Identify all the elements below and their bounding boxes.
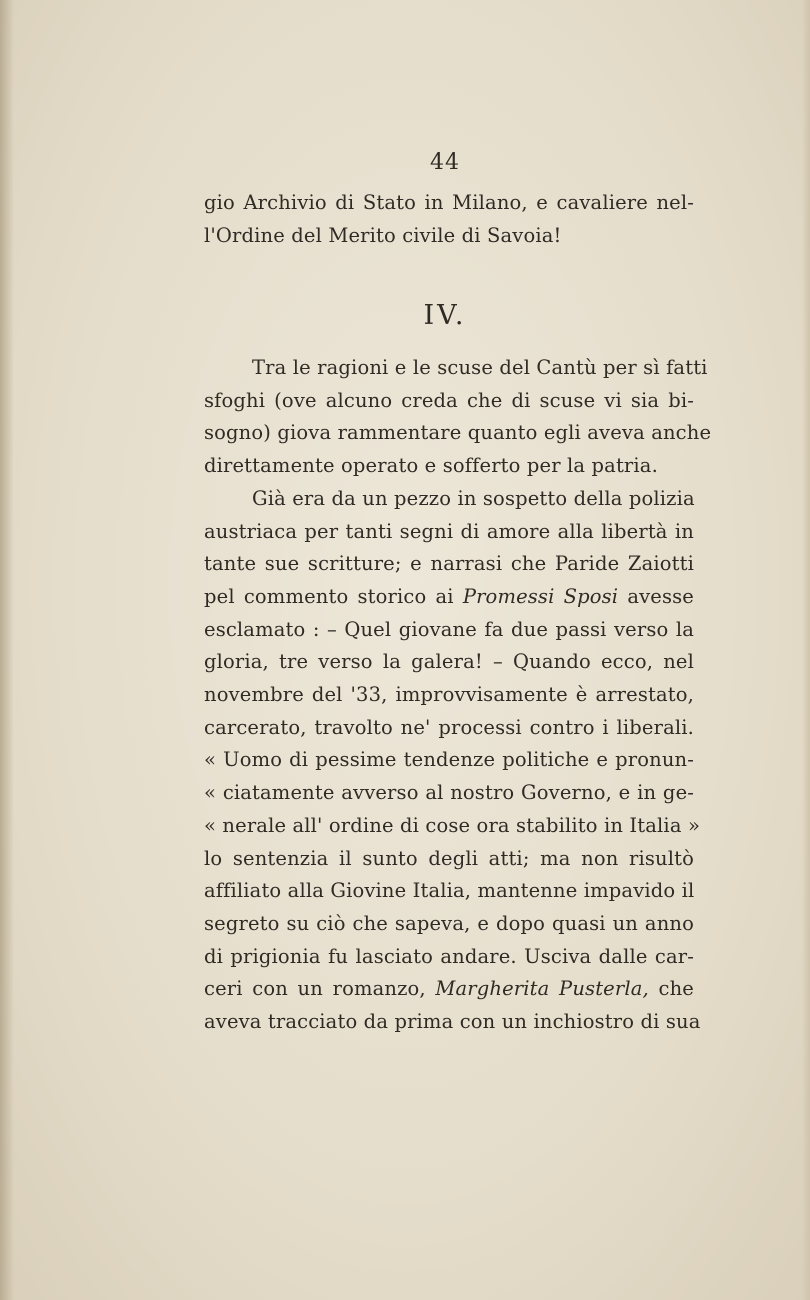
italic-title: Promessi Sposi [462, 584, 619, 608]
text-line: Tra le ragioni e le scuse del Cantù per sì fatti [252, 356, 708, 379]
text-line: sogno) giova rammentare quanto egli aveva anche [204, 421, 712, 445]
text-line: l'Ordine del Merito civile di Savoia! [204, 223, 562, 247]
text-line: segreto su ciò che sapeva, e dopo quasi un anno [204, 911, 694, 935]
text-line [204, 973, 694, 1006]
body-text [204, 352, 712, 1039]
text-line: gloria, tre verso la galera! – Quando ecco, nel [204, 650, 694, 674]
text-line: carcerato, travolto ne' processi contro i liberali. [204, 715, 694, 739]
text-run: che [658, 977, 694, 1001]
text-line [204, 581, 694, 614]
text-run: pel commento storico ai [204, 584, 454, 608]
italic-title: Margherita Pusterla, [435, 977, 649, 1001]
page-edge-shadow-left [0, 0, 14, 1300]
text-line: di prigionia fu lasciato andare. Usciva dalle car- [204, 944, 694, 968]
text-line: « nerale all' ordine di cose ora stabilito in Italia » [204, 813, 701, 837]
text-run: avesse [627, 584, 694, 608]
page-edge-shadow-right [802, 0, 810, 1300]
text-run: ceri con un romanzo, [204, 977, 426, 1001]
text-line: esclamato : – Quel giovane fa due passi verso la [204, 617, 694, 641]
text-line: sfoghi (ove alcuno creda che di scuse vi sia bi- [204, 388, 694, 412]
text-line: austriaca per tanti segni di amore alla libertà in [204, 519, 694, 543]
text-line: tante sue scritture; e narrasi che Paride Zaiotti [204, 552, 694, 576]
continuation-text [204, 187, 694, 252]
text-line: « ciatamente avverso al nostro Governo, e in ge- [204, 781, 694, 805]
text-line: direttamente operato e sofferto per la patria. [204, 454, 658, 478]
text-line: « Uomo di pessime tendenze politiche e pronun- [204, 748, 694, 772]
text-line: gio Archivio di Stato in Milano, e cavaliere nel- [204, 191, 694, 214]
page-number: 44 [430, 150, 460, 175]
text-line: lo sentenzia il sunto degli atti; ma non risultò [204, 846, 694, 870]
text-line: novembre del '33, improvvisamente è arrestato, [204, 683, 694, 707]
text-line: aveva tracciato da prima con un inchiostro di sua [204, 1010, 701, 1034]
text-line: Già era da un pezzo in sospetto della polizia [252, 486, 695, 510]
text-line: affiliato alla Giovine Italia, mantenne impavido il [204, 879, 695, 903]
section-heading: IV. [423, 300, 467, 331]
